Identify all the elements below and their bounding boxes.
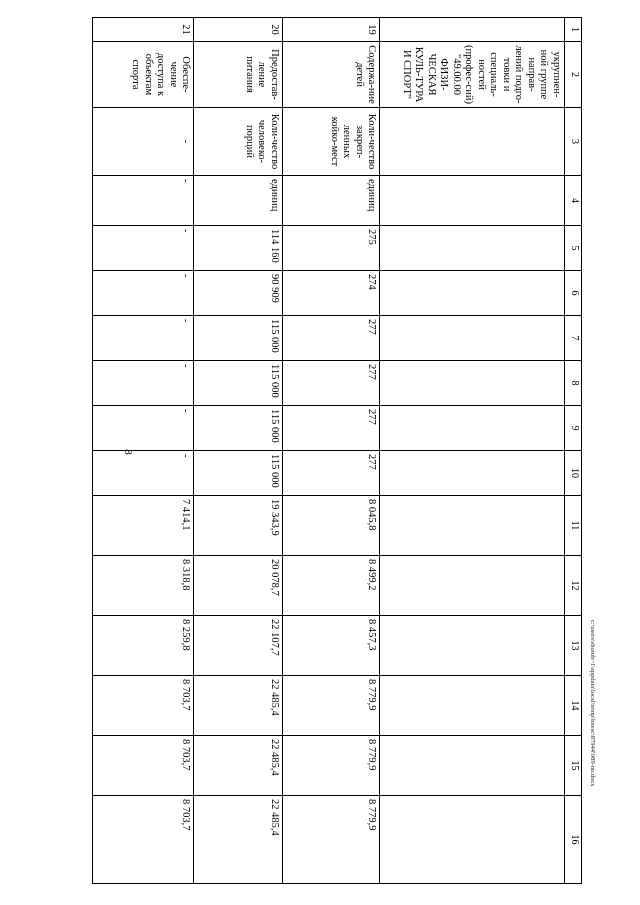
header-cell: 12 [564,556,581,616]
table-cell [380,451,565,496]
table-cell: Коли-чество закреп-ленных койко-мест [282,108,379,176]
header-cell: 2 [564,42,581,108]
table-cell: 22 485,4 [194,796,282,884]
header-cell: 10 [564,451,581,496]
table-row [380,18,565,884]
table-cell [380,176,565,226]
table-cell: 8 457,3 [282,616,379,676]
table-cell [380,676,565,736]
table-cell: - [93,361,194,406]
table-cell: - [93,451,194,496]
table-cell: Обеспе-чение доступа к объектам спорта [93,42,194,108]
header-cell: 9 [564,406,581,451]
table-cell: 277 [282,316,379,361]
table-cell: 115 000 [194,316,282,361]
table-cell: Содержа-ние детей [282,42,379,108]
table-cell [380,18,565,42]
table-cell: 8 779,9 [282,676,379,736]
document-path-footer: c:\users\shoroh~1\appdata\local\temp\bnesc\87944\989-nn.docx [589,620,596,787]
table-cell: - [93,316,194,361]
header-cell: 6 [564,271,581,316]
table-cell [380,361,565,406]
table-cell: - [93,108,194,176]
header-cell: 8 [564,361,581,406]
table-cell: 275 [282,226,379,271]
table-cell [380,406,565,451]
table-cell: 8 045,8 [282,496,379,556]
header-cell: 4 [564,176,581,226]
table-cell [380,556,565,616]
table-cell [380,316,565,361]
table-cell [380,736,565,796]
header-cell: 16 [564,796,581,884]
header-cell: 11 [564,496,581,556]
table-cell: 115 000 [194,361,282,406]
table-cell: 7 414,1 [93,496,194,556]
table-cell: 20 [194,18,282,42]
table-cell: 277 [282,361,379,406]
table-cell: 8 318,8 [93,556,194,616]
table-cell: 277 [282,406,379,451]
table-cell: 8 779,9 [282,736,379,796]
table-cell [380,496,565,556]
table-cell: 115 000 [194,406,282,451]
table-row [282,18,379,884]
table-cell: 21 [93,18,194,42]
header-cell: 3 [564,108,581,176]
table-cell [380,226,565,271]
table-cell [380,271,565,316]
table-cell: 8 259,8 [93,616,194,676]
table-cell: 8 499,2 [282,556,379,616]
table-cell: 20 078,7 [194,556,282,616]
table-cell: 115 000 [194,451,282,496]
table-cell: 8 779,9 [282,796,379,884]
table-cell: 22 485,4 [194,736,282,796]
rotated-table-container [92,17,582,883]
table-cell: 114 160 [194,226,282,271]
data-table [92,17,582,884]
page-number: 8 [122,449,134,455]
table-cell: 277 [282,451,379,496]
table-cell: - [93,406,194,451]
table-row [194,18,282,884]
table-cell [380,796,565,884]
header-cell: 5 [564,226,581,271]
table-cell: 22 107,7 [194,616,282,676]
table-cell: 8 703,7 [93,736,194,796]
header-cell: 13 [564,616,581,676]
table-cell: 90 909 [194,271,282,316]
header-row [564,18,581,884]
table-cell [380,108,565,176]
table-cell: 19 [282,18,379,42]
table-cell: укрупнен-ной группе направ-лений подго-товки и специаль-ностей (профес-сий) "49.00.00 ФИЗИ-ЧЕСКАЯ КУЛЬ-ТУРА И СПОРТ" [380,42,565,108]
table-cell: 8 703,7 [93,796,194,884]
table-cell: - [93,226,194,271]
table-cell: Коли-чество человеко-порций [194,108,282,176]
table-cell: 19 343,9 [194,496,282,556]
table-cell: - [93,176,194,226]
table-cell: единиц [194,176,282,226]
header-cell: 14 [564,676,581,736]
header-cell: 15 [564,736,581,796]
table-row [93,18,194,884]
table-cell: - [93,271,194,316]
header-cell: 7 [564,316,581,361]
table-cell: единиц [282,176,379,226]
table-cell: 22 485,4 [194,676,282,736]
header-cell: 1 [564,18,581,42]
table-cell [380,616,565,676]
table-cell: Предостав-ление питания [194,42,282,108]
table-cell: 274 [282,271,379,316]
table-cell: 8 703,7 [93,676,194,736]
